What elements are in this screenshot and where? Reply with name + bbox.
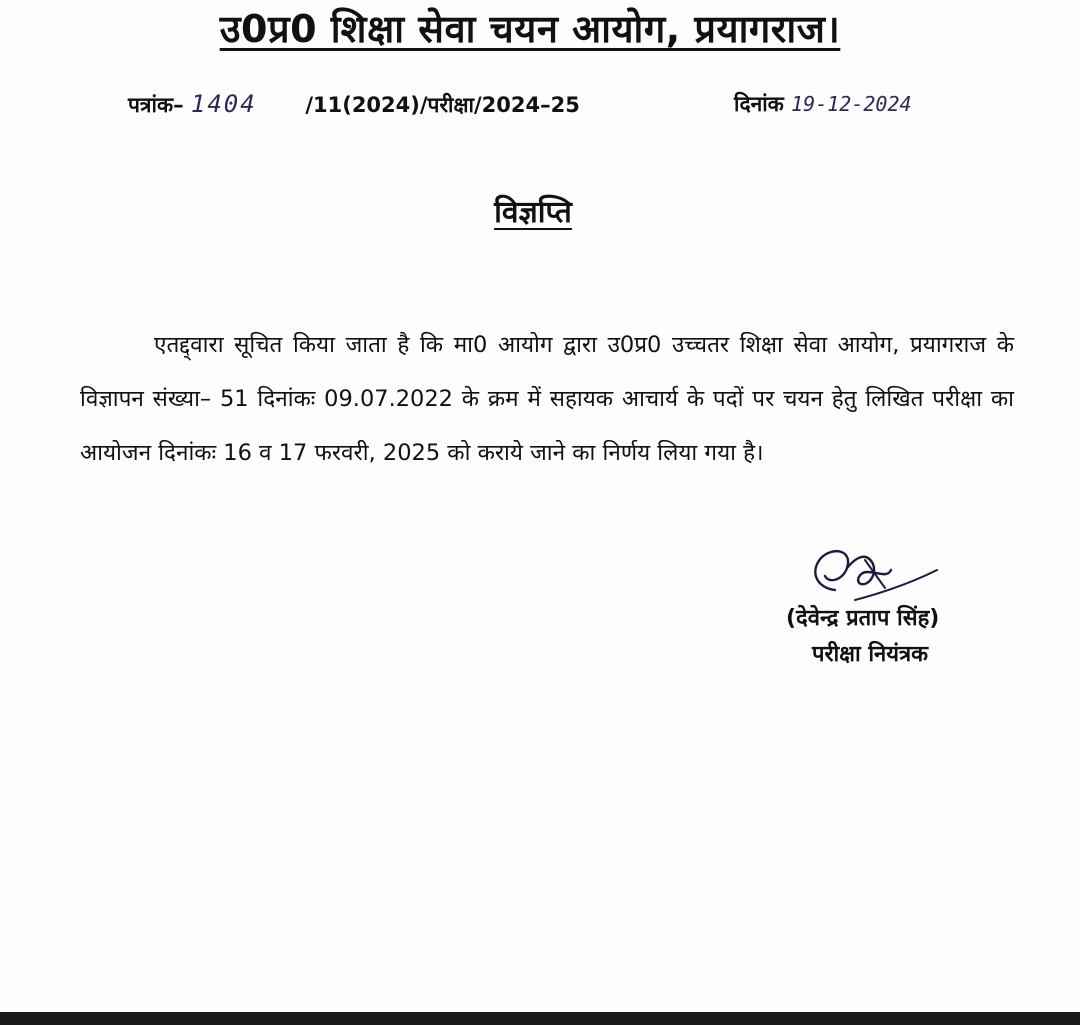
- issue-date: [734, 90, 912, 118]
- date-handwritten-value: 19-12-2024: [791, 92, 912, 116]
- reference-number: [128, 90, 580, 119]
- notice-body: एतद्द्वारा सूचित किया जाता है कि मा0 आयोग द्वारा उ0प्र0 उच्चतर शिक्षा सेवा आयोग, प्रयागराज के विज्ञापन संख्या– 51 दिनांकः 09.07.2022 के क्रम में सहायक आचार्य के पदों पर चयन हेतु लिखित परीक्षा का आयोजन दिनांकः 16 व 17 फरवरी, 2025 को कराये जाने का निर्णय लिया गया है।: [80, 332, 1014, 466]
- notice-heading: विज्ञप्ति: [494, 195, 572, 230]
- bottom-edge-strip: [0, 1012, 1080, 1025]
- date-label: दिनांक: [734, 92, 784, 116]
- signatory-name: (देवेन्द्र प्रताप सिंह): [786, 606, 940, 631]
- signatory-designation: परीक्षा नियंत्रक: [812, 642, 929, 667]
- reference-label: पत्रांक–: [128, 93, 184, 117]
- reference-handwritten-number: 1404: [190, 90, 257, 118]
- commission-title: उ0प्र0 शिक्षा सेवा चयन आयोग, प्रयागराज।: [219, 7, 841, 51]
- reference-suffix: /11(2024)/परीक्षा/2024–25: [305, 93, 580, 117]
